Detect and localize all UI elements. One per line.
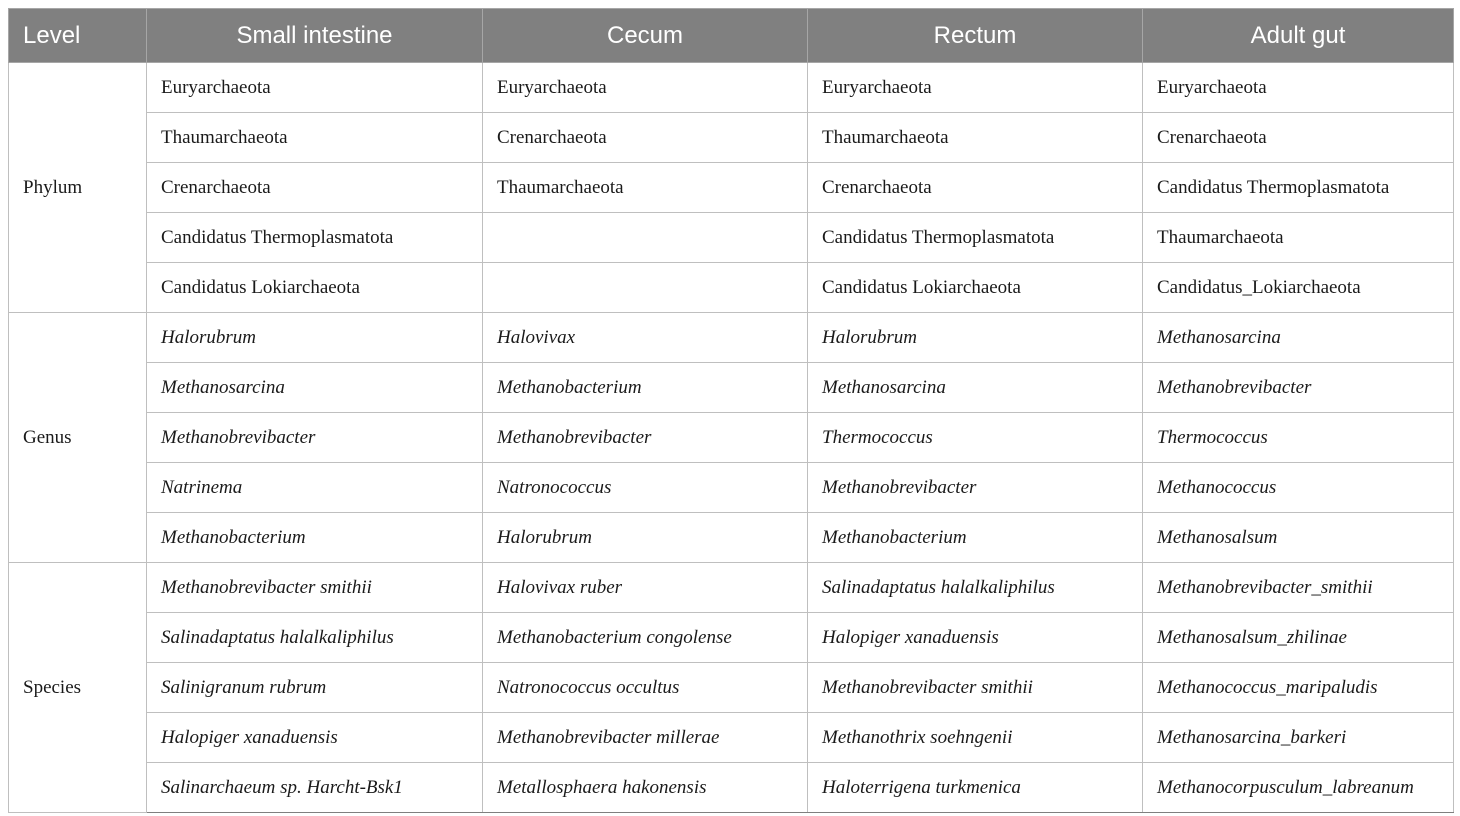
- cell-adult-gut: Candidatus_Lokiarchaeota: [1143, 263, 1454, 313]
- cell-cecum: Methanobacterium: [483, 363, 808, 413]
- cell-small-intestine: Thaumarchaeota: [147, 113, 483, 163]
- table-row: [9, 363, 1454, 413]
- cell-small-intestine: Methanobrevibacter smithii: [147, 563, 483, 613]
- header-cecum: Cecum: [483, 9, 808, 63]
- cell-cecum: Euryarchaeota: [483, 63, 808, 113]
- header-small-intestine: Small intestine: [147, 9, 483, 63]
- level-cell-genus: Genus: [9, 313, 147, 563]
- table-row: [9, 613, 1454, 663]
- table-row: [9, 113, 1454, 163]
- cell-adult-gut: Methanococcus_maripaludis: [1143, 663, 1454, 713]
- cell-rectum: Thermococcus: [808, 413, 1143, 463]
- header-rectum: Rectum: [808, 9, 1143, 63]
- cell-rectum: Methanobrevibacter smithii: [808, 663, 1143, 713]
- cell-adult-gut: Methanosarcina_barkeri: [1143, 713, 1454, 763]
- cell-small-intestine: Natrinema: [147, 463, 483, 513]
- level-cell-species: Species: [9, 563, 147, 813]
- cell-rectum: Salinadaptatus halalkaliphilus: [808, 563, 1143, 613]
- cell-small-intestine: Candidatus Thermoplasmatota: [147, 213, 483, 263]
- table-row: [9, 663, 1454, 713]
- cell-rectum: Crenarchaeota: [808, 163, 1143, 213]
- cell-cecum: [483, 213, 808, 263]
- cell-adult-gut: Methanococcus: [1143, 463, 1454, 513]
- cell-rectum: Methanobrevibacter: [808, 463, 1143, 513]
- table-row: [9, 763, 1454, 813]
- table-row: [9, 513, 1454, 563]
- cell-cecum: Halovivax ruber: [483, 563, 808, 613]
- cell-cecum: Crenarchaeota: [483, 113, 808, 163]
- cell-adult-gut: Thermococcus: [1143, 413, 1454, 463]
- cell-small-intestine: Halopiger xanaduensis: [147, 713, 483, 763]
- cell-rectum: Candidatus Lokiarchaeota: [808, 263, 1143, 313]
- cell-adult-gut: Methanosalsum_zhilinae: [1143, 613, 1454, 663]
- cell-cecum: Methanobrevibacter millerae: [483, 713, 808, 763]
- table-row: [9, 313, 1454, 363]
- cell-small-intestine: Halorubrum: [147, 313, 483, 363]
- cell-small-intestine: Methanobrevibacter: [147, 413, 483, 463]
- archaea-table: [8, 8, 1454, 813]
- cell-adult-gut: Crenarchaeota: [1143, 113, 1454, 163]
- cell-cecum: [483, 263, 808, 313]
- table-body: [9, 63, 1454, 813]
- cell-cecum: Halovivax: [483, 313, 808, 363]
- cell-cecum: Natronococcus: [483, 463, 808, 513]
- cell-small-intestine: Methanobacterium: [147, 513, 483, 563]
- cell-small-intestine: Methanosarcina: [147, 363, 483, 413]
- table-row: [9, 63, 1454, 113]
- cell-rectum: Methanosarcina: [808, 363, 1143, 413]
- cell-cecum: Methanobacterium congolense: [483, 613, 808, 663]
- cell-cecum: Natronococcus occultus: [483, 663, 808, 713]
- cell-rectum: Haloterrigena turkmenica: [808, 763, 1143, 813]
- table-row: [9, 413, 1454, 463]
- cell-adult-gut: Methanosarcina: [1143, 313, 1454, 363]
- cell-rectum: Halorubrum: [808, 313, 1143, 363]
- cell-rectum: Halopiger xanaduensis: [808, 613, 1143, 663]
- cell-adult-gut: Thaumarchaeota: [1143, 213, 1454, 263]
- level-cell-phylum: Phylum: [9, 63, 147, 313]
- cell-adult-gut: Candidatus Thermoplasmatota: [1143, 163, 1454, 213]
- cell-small-intestine: Candidatus Lokiarchaeota: [147, 263, 483, 313]
- header-row: [9, 9, 1454, 63]
- table-row: [9, 163, 1454, 213]
- table-row: [9, 563, 1454, 613]
- cell-small-intestine: Salinadaptatus halalkaliphilus: [147, 613, 483, 663]
- cell-rectum: Methanothrix soehngenii: [808, 713, 1143, 763]
- cell-cecum: Metallosphaera hakonensis: [483, 763, 808, 813]
- table-row: [9, 213, 1454, 263]
- cell-adult-gut: Methanobrevibacter: [1143, 363, 1454, 413]
- table-header: [9, 9, 1454, 63]
- cell-small-intestine: Salinigranum rubrum: [147, 663, 483, 713]
- header-adult-gut: Adult gut: [1143, 9, 1454, 63]
- cell-rectum: Euryarchaeota: [808, 63, 1143, 113]
- cell-adult-gut: Methanosalsum: [1143, 513, 1454, 563]
- cell-rectum: Thaumarchaeota: [808, 113, 1143, 163]
- header-level: Level: [9, 9, 147, 63]
- cell-adult-gut: Methanobrevibacter_smithii: [1143, 563, 1454, 613]
- table-row: [9, 463, 1454, 513]
- cell-cecum: Thaumarchaeota: [483, 163, 808, 213]
- table-row: [9, 263, 1454, 313]
- cell-adult-gut: Euryarchaeota: [1143, 63, 1454, 113]
- cell-small-intestine: Salinarchaeum sp. Harcht-Bsk1: [147, 763, 483, 813]
- cell-adult-gut: Methanocorpusculum_labreanum: [1143, 763, 1454, 813]
- cell-rectum: Methanobacterium: [808, 513, 1143, 563]
- cell-small-intestine: Crenarchaeota: [147, 163, 483, 213]
- cell-cecum: Methanobrevibacter: [483, 413, 808, 463]
- cell-rectum: Candidatus Thermoplasmatota: [808, 213, 1143, 263]
- cell-small-intestine: Euryarchaeota: [147, 63, 483, 113]
- table-row: [9, 713, 1454, 763]
- cell-cecum: Halorubrum: [483, 513, 808, 563]
